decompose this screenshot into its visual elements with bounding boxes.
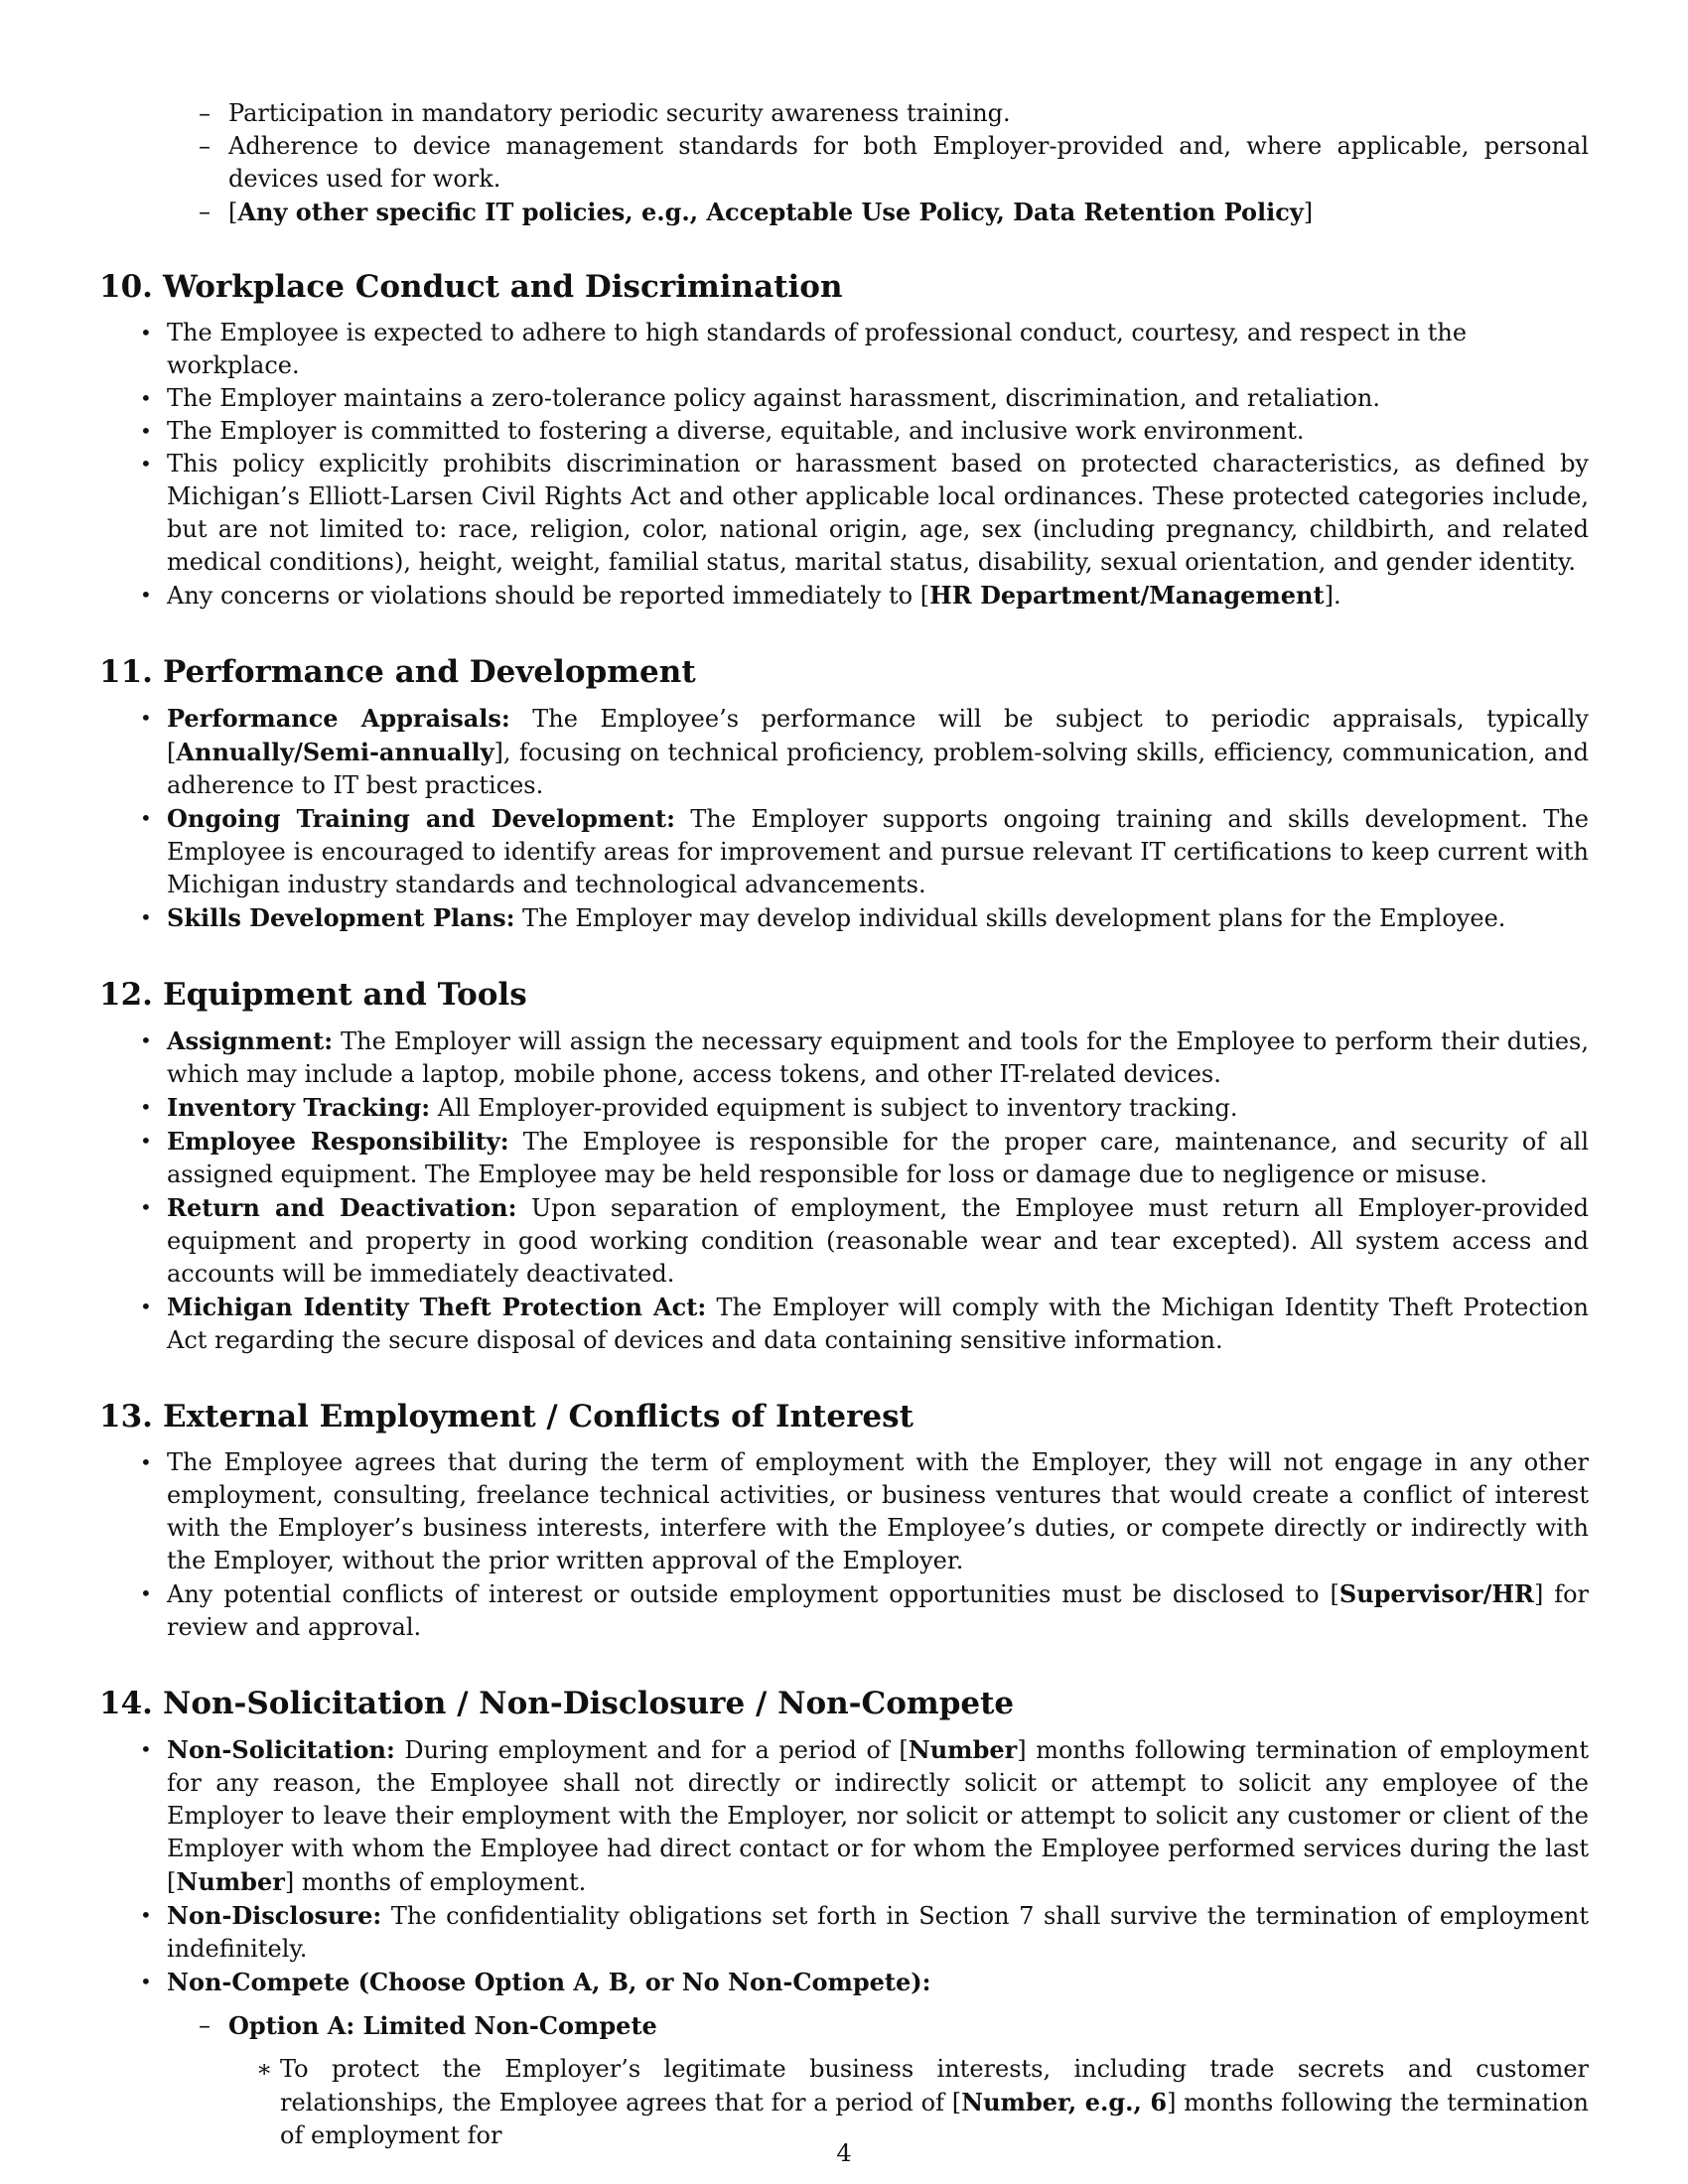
section-heading: 13. External Employment / Conflicts of Interest xyxy=(99,1399,914,1434)
list-item: • This policy explicitly prohibits discrimination or harassment based on protected characteristics, as defined by Michigan’s Elliott-Larsen Civil Rights Act and other applicable local ordinances. These protected categories include, but are not limited to: race, religion, color, national origin, age, sex (including pregnancy, childbirth, and related medical conditions), height, weight, familial status, marital status, disability, sexual orientation, and gender identity. xyxy=(167,448,1589,579)
list-item: ∗ To protect the Employer’s legitimate business interests, including trade secrets and customer relationships, the Employee agrees that for a period of [Number, e.g., 6] months following the termination of employment for xyxy=(280,2053,1589,2152)
section-heading: 14. Non-Solicitation / Non-Disclosure / Non-Compete xyxy=(99,1686,1015,1721)
section-11 xyxy=(99,652,1589,935)
list-item: • Employee Responsibility: The Employee is responsible for the proper care, maintenance, and security of all assigned equipment. The Employee may be held responsible for loss or damage due to negligence or misuse. xyxy=(167,1125,1589,1191)
placeholder-text: Any other specific IT policies, e.g., Acceptable Use Policy, Data Retention Policy xyxy=(237,198,1304,226)
section-heading: 12. Equipment and Tools xyxy=(99,977,527,1013)
non-compete-options xyxy=(228,2009,1589,2152)
section-heading: 11. Performance and Development xyxy=(99,654,696,690)
section-12 xyxy=(99,975,1589,1357)
list-item: • Any concerns or violations should be reported immediately to [HR Department/Management]. xyxy=(167,579,1589,613)
list-item: • The Employer maintains a zero-tolerance policy against harassment, discrimination, and retaliation. xyxy=(167,382,1589,415)
option-a-list xyxy=(280,2053,1589,2152)
list-item: • The Employee is expected to adhere to high standards of professional conduct, courtesy, and respect in the workplace. xyxy=(167,317,1589,382)
document-page xyxy=(99,97,1589,2152)
section-10 xyxy=(99,267,1589,613)
list-item: • Return and Deactivation: Upon separation of employment, the Employee must return all Employer-provided equipment and property in good working condition (reasonable wear and tear excepted). All system access and accounts will be immediately deactivated. xyxy=(167,1191,1589,1291)
list-item: – Adherence to device management standards for both Employer-provided and, where applicable, personal devices used for work. xyxy=(228,130,1589,196)
list-item: • The Employee agrees that during the term of employment with the Employer, they will not engage in any other employment, consulting, freelance technical activities, or business ventures that would create a conflict of interest with the Employer’s business interests, interfere with the Employee’s duties, or compete directly or indirectly with the Employer, without the prior written approval of the Employer. xyxy=(167,1446,1589,1577)
it-policy-list xyxy=(228,97,1589,229)
list-item: • Non-Disclosure: The confidentiality obligations set forth in Section 7 shall survive the termination of employment indefinitely. xyxy=(167,1899,1589,1966)
list-item: – Participation in mandatory periodic security awareness training. xyxy=(228,97,1589,130)
list-item: • Non-Solicitation: During employment and for a period of [Number] months following termination of employment for any reason, the Employee shall not directly or indirectly solicit or attempt to solicit any employee of the Employer to leave their employment with the Employer, nor solicit or attempt to solicit any customer or client of the Employer with whom the Employee had direct contact or for whom the Employee performed services during the last [Number] months of employment. xyxy=(167,1733,1589,1899)
list-item: – [Any other specific IT policies, e.g., Acceptable Use Policy, Data Retention Policy] xyxy=(228,196,1589,229)
list-item: • Performance Appraisals: The Employee’s performance will be subject to periodic appraisals, typically [Annually/Semi-annually], focusing on technical proficiency, problem-solving skills, efficiency, communication, and adherence to IT best practices. xyxy=(167,702,1589,802)
section-13 xyxy=(99,1397,1589,1644)
section-heading: 10. Workplace Conduct and Discrimination xyxy=(99,269,843,305)
list-item: • Ongoing Training and Development: The Employer supports ongoing training and skills development. The Employee is encouraged to identify areas for improvement and pursue relevant IT certifications to keep current with Michigan industry standards and technological advancements. xyxy=(167,802,1589,901)
page-number: 4 xyxy=(836,2139,852,2167)
placeholder-text: HR Department/Management xyxy=(929,581,1325,610)
list-item: • Any potential conflicts of interest or outside employment opportunities must be disclosed to [Supervisor/HR] for review and approval. xyxy=(167,1577,1589,1644)
list-item: • Michigan Identity Theft Protection Act: The Employer will comply with the Michigan Identity Theft Protection Act regarding the secure disposal of devices and data containing sensitive information. xyxy=(167,1291,1589,1357)
list-item: • Inventory Tracking: All Employer-provided equipment is subject to inventory tracking. xyxy=(167,1091,1589,1125)
list-item: • Non-Compete (Choose Option A, B, or No Non-Compete): – Option A: Limited Non-Compete ∗ To protect the Employer’s legitimate business interests, including trade secrets and customer relationships, the Employee agrees that for a period of [Number, e.g., 6] months following the termination of employment for xyxy=(167,1966,1589,2152)
list-item: • Skills Development Plans: The Employer may develop individual skills development plans for the Employee. xyxy=(167,901,1589,935)
list-item: – Option A: Limited Non-Compete ∗ To protect the Employer’s legitimate business interests, including trade secrets and customer relationships, the Employee agrees that for a period of [Number, e.g., 6] months following the termination of employment for xyxy=(228,2009,1589,2152)
section-14 xyxy=(99,1684,1589,2152)
list-item: • Assignment: The Employer will assign the necessary equipment and tools for the Employee to perform their duties, which may include a laptop, mobile phone, access tokens, and other IT-related devices. xyxy=(167,1024,1589,1091)
list-item: • The Employer is committed to fostering a diverse, equitable, and inclusive work environment. xyxy=(167,415,1589,448)
